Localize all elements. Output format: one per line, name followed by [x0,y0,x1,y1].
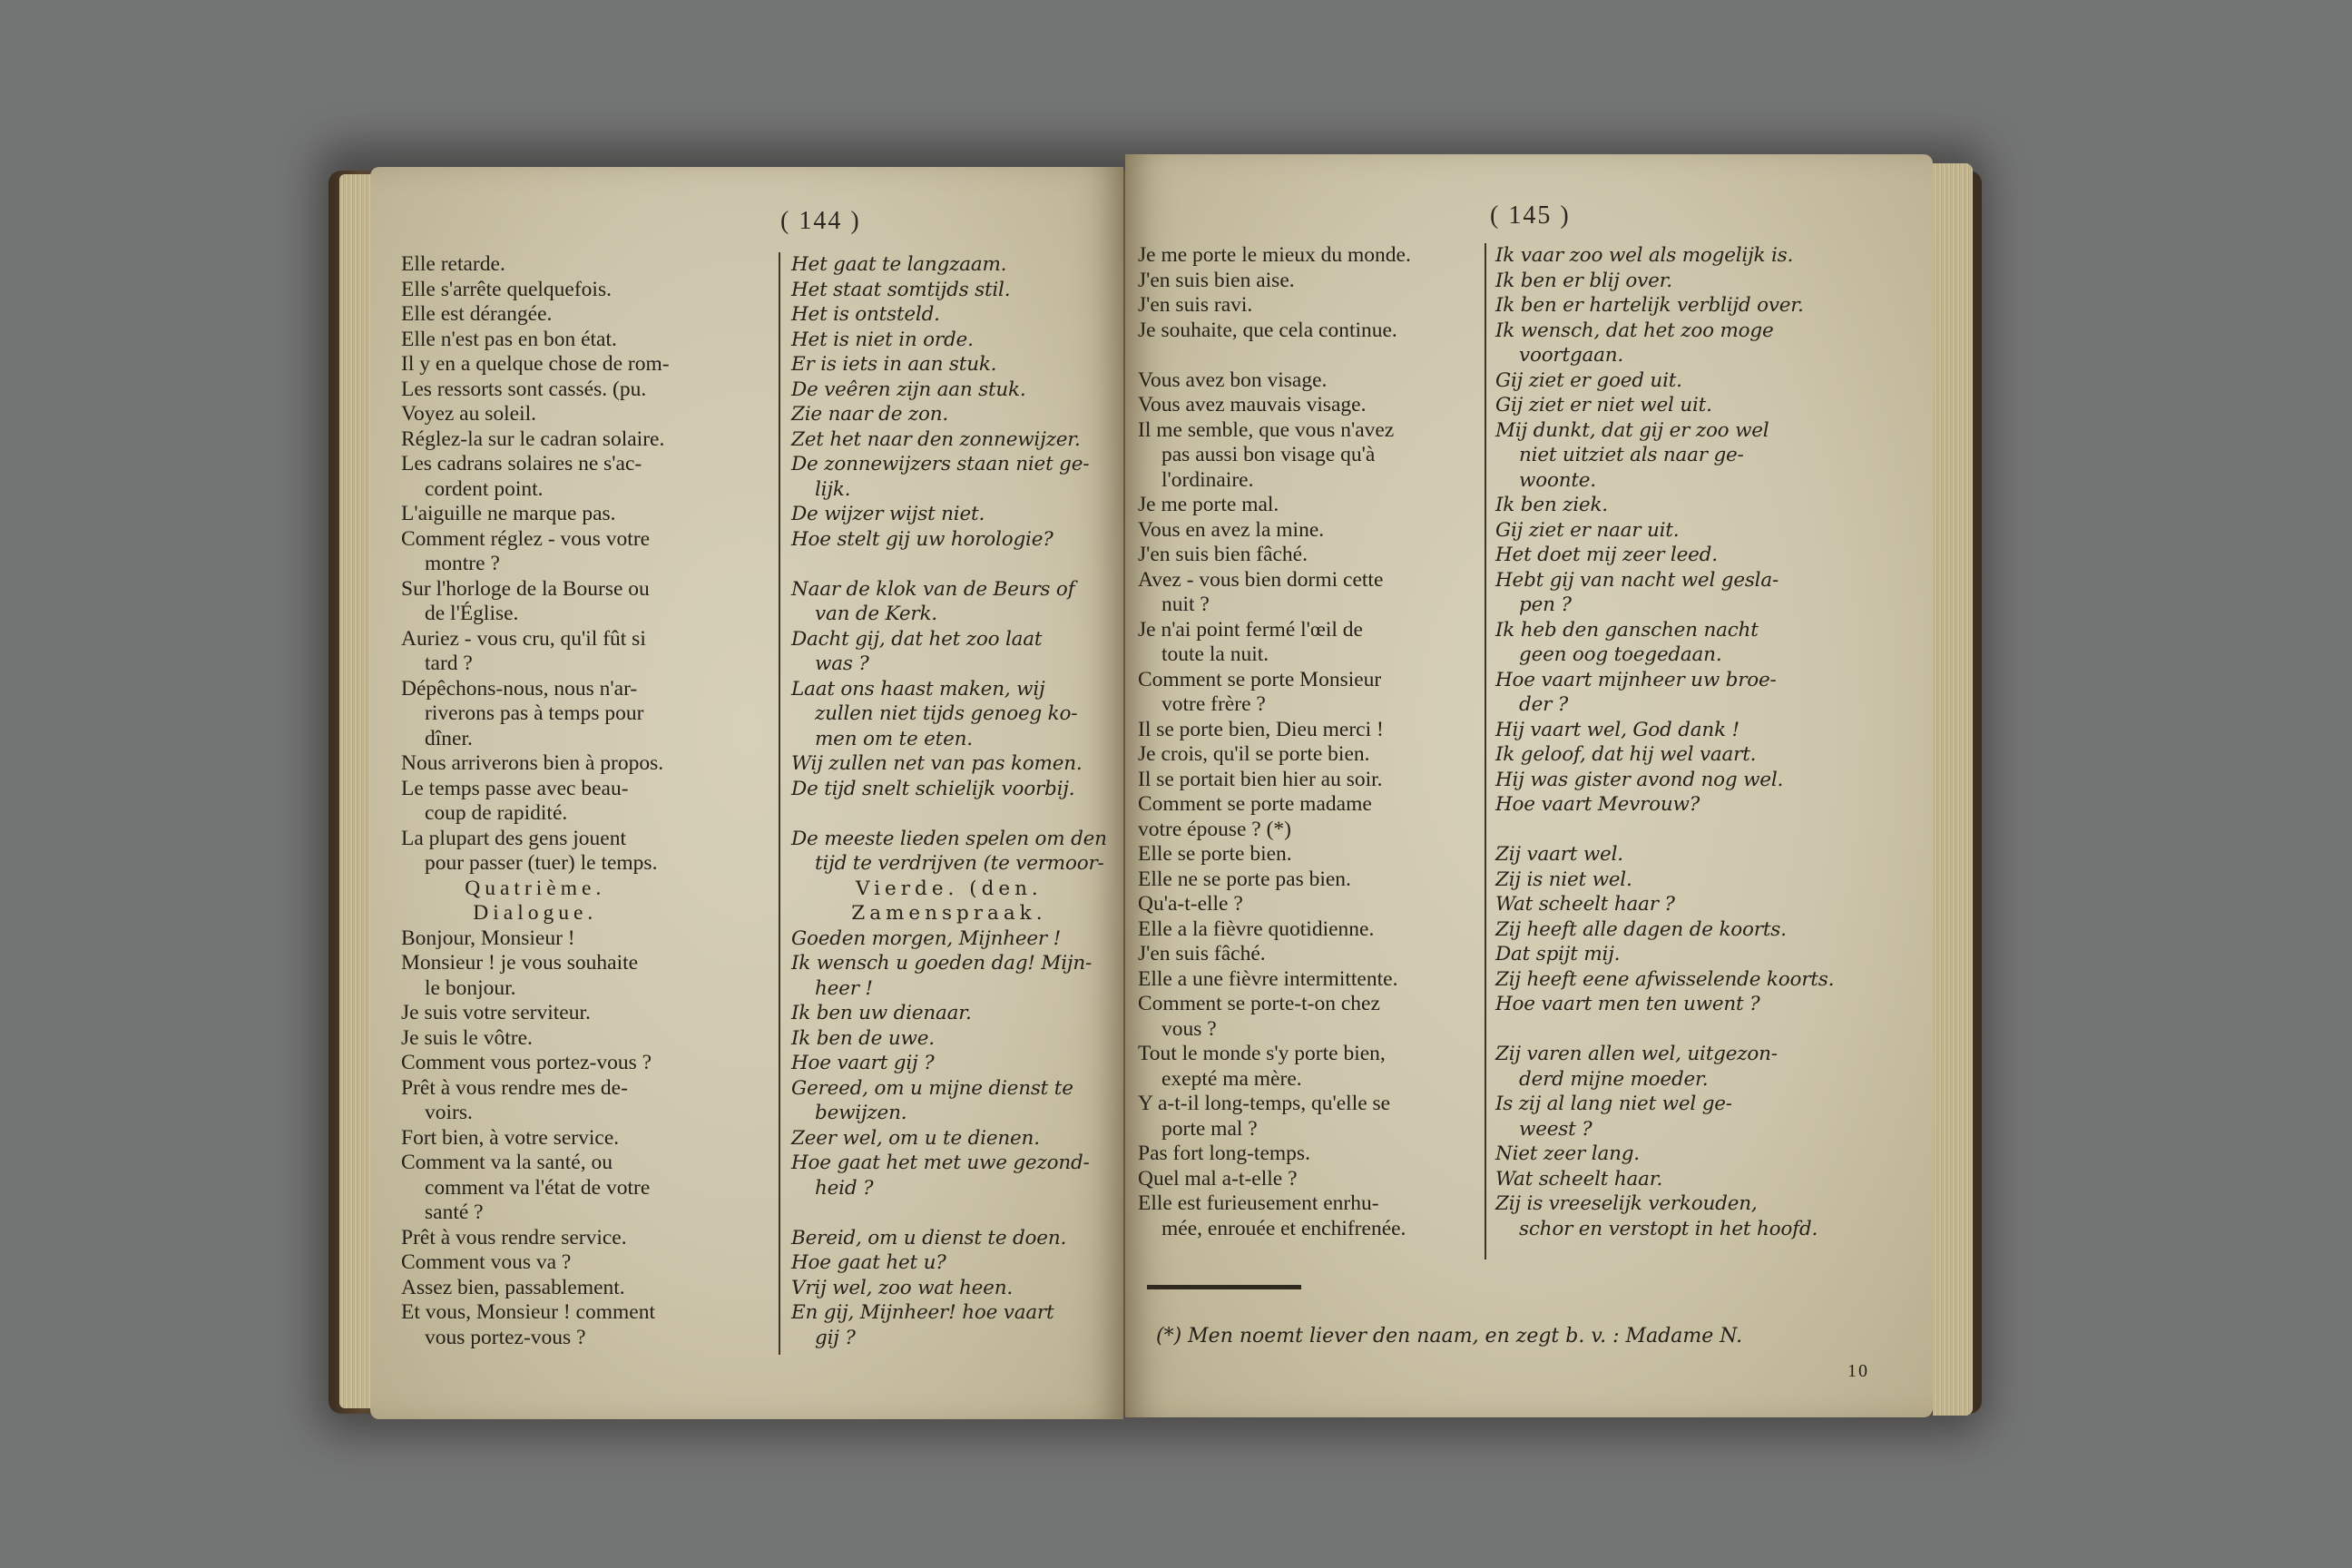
text-line: dîner. [425,726,473,750]
column-divider [779,252,780,1355]
text-line [791,552,1107,577]
text-line: Zij heeft alle dagen de koorts. [1495,917,1787,941]
text-line: Auriez - vous cru, qu'il fût si [401,626,646,651]
text-line: De zonnewijzers staan niet ge- [791,453,1090,475]
text-line: Vierde. (den. [856,877,1043,900]
text-line: Ik ben uw dienaar. [791,1002,972,1024]
text-line: Zij varen allen wel, uitgezon- [1495,1043,1778,1065]
french-column [1138,243,1411,1241]
text-line: Voyez au soleil. [401,402,537,426]
text-line: Le temps passe avec beau- [401,776,629,800]
text-line: Het doet mij zeer leed. [1495,544,1718,566]
text-line: Elle a une fièvre intermittente. [1138,966,1398,991]
text-line [791,801,1107,827]
text-line: Bonjour, Monsieur ! [401,926,575,950]
page-edges-right [1933,163,1973,1416]
text-line: Ik ben ziek. [1495,494,1608,516]
text-line: nuit ? [1161,593,1210,616]
text-line: Vrij wel, zoo wat heen. [791,1276,1013,1299]
text-line: Laat ons haast maken, wij [791,677,1045,701]
text-line: Elle ne se porte pas bien. [1138,867,1351,891]
text-line: tard ? [425,652,473,675]
text-line: Ik vaar zoo wel als mogelijk is. [1495,244,1794,267]
text-line: Comment va la santé, ou [401,1151,612,1174]
text-line: coup de rapidité. [425,801,568,825]
text-line: Ik ben er blij over. [1495,269,1672,292]
text-line: Bereid, om u dienst te doen. [791,1226,1067,1250]
text-line: exepté ma mère. [1161,1066,1302,1091]
text-line: Hebt gij van nacht wel gesla- [1495,568,1779,592]
text-line: Je suis votre serviteur. [401,1001,591,1024]
french-column [401,252,670,1350]
text-line: Je n'ai point fermé l'œil de [1138,617,1363,642]
text-line: heer ! [815,976,873,1000]
page-number: ( 144 ) [780,207,861,235]
text-line: Prêt à vous rendre mes de- [401,1075,628,1100]
text-line: Avez - vous bien dormi cette [1138,567,1384,592]
text-line: Vous avez bon visage. [1138,368,1328,392]
text-line: pas aussi bon visage qu'à [1161,443,1376,466]
text-line: Het is niet in orde. [791,328,974,351]
text-line: Ik geloof, dat hij wel vaart. [1495,743,1757,766]
text-line: Quel mal a-t-elle ? [1138,1166,1298,1191]
text-line: Assez bien, passablement. [401,1275,625,1299]
text-line: Dacht gij, dat het zoo laat [791,627,1043,651]
text-line: Zij is vreeselijk verkouden, [1495,1192,1758,1215]
text-line: toute la nuit. [1161,642,1269,666]
text-line: montre ? [425,552,500,575]
text-line: Et vous, Monsieur ! comment [401,1300,656,1324]
text-line [1495,1017,1834,1043]
dutch-column [1495,243,1834,1241]
text-line: schor en verstopt in het hoofd. [1519,1217,1818,1240]
text-line: Wat scheelt haar ? [1495,893,1675,916]
text-line: Comment vous va ? [401,1250,572,1274]
text-line: lijk. [815,477,851,501]
text-line: Hoe vaart gij ? [791,1052,935,1074]
right-page [1125,154,1933,1417]
text-line: Il y en a quelque chose de rom- [401,352,670,376]
text-line: Je me porte mal. [1138,493,1279,516]
text-line: Naar de klok van de Beurs of [791,577,1075,601]
text-line: gij ? [815,1326,856,1349]
text-line: Zamenspraak. [851,902,1047,925]
text-line: De veêren zijn aan stuk. [791,377,1026,401]
text-line: Elle se porte bien. [1138,842,1292,866]
text-line: Il se porte bien, Dieu merci ! [1138,717,1384,741]
text-line: was ? [815,652,869,675]
text-line: Nous arriverons bien à propos. [401,751,664,775]
text-line: tijd te verdrijven (te vermoor- [815,852,1104,875]
text-line: De meeste lieden spelen om den [791,827,1107,850]
text-line: Pas fort long-temps. [1138,1142,1310,1165]
left-page [370,167,1123,1419]
text-line: voortgaan. [1519,344,1624,367]
text-line: Elle a la fièvre quotidienne. [1138,916,1375,941]
text-line: Ik heb den ganschen nacht [1495,618,1759,642]
text-line: Elle est dérangée. [401,302,553,326]
text-line: Ik wensch u goeden dag! Mijn- [791,952,1093,975]
text-line: Zij heeft eene afwisselende koorts. [1495,967,1835,991]
text-line: Elle est furieusement enrhu- [1138,1191,1379,1215]
text-line: Qu'a-t-elle ? [1138,892,1243,916]
text-line: Er is iets in aan stuk. [791,353,997,376]
text-line: Il me semble, que vous n'avez [1138,417,1395,442]
text-line: pour passer (tuer) le temps. [425,851,658,875]
text-line: Je me porte le mieux du monde. [1138,243,1411,267]
text-line: l'ordinaire. [1161,467,1254,492]
text-line: Les ressorts sont cassés. (pu. [401,377,647,401]
text-line: bewijzen. [815,1102,907,1124]
text-line: Ik wensch, dat het zoo moge [1495,318,1774,342]
text-line: Goeden morgen, Mijnheer ! [791,926,1062,950]
text-line: Prêt à vous rendre service. [401,1225,627,1250]
text-line: Het is ontsteld. [791,303,940,326]
text-line [791,1200,1107,1226]
text-line: riverons pas à temps pour [425,701,644,725]
text-line: Il se portait bien hier au soir. [1138,767,1383,791]
text-line [1138,343,1411,368]
text-line: J'en suis fâché. [1138,942,1266,965]
text-line: Wat scheelt haar. [1495,1167,1663,1191]
text-line: Dat spijt mij. [1495,943,1621,965]
text-line: Comment vous portez-vous ? [401,1051,652,1074]
text-line: Hoe vaart men ten uwent ? [1495,993,1760,1015]
footnote: (*) Men noemt liever den naam, en zegt b. v. : Madame N. [1156,1325,1743,1348]
text-line: Zet het naar den zonnewijzer. [791,427,1081,451]
text-line: Zie naar de zon. [791,403,949,426]
text-line: voirs. [425,1101,473,1124]
text-line: Hoe gaat het u? [791,1251,946,1274]
footnote-rule [1147,1285,1301,1289]
text-line: Je souhaite, que cela continue. [1138,318,1397,342]
text-line: J'en suis ravi. [1138,293,1253,317]
dutch-column [791,252,1107,1350]
text-line: votre frère ? [1161,692,1266,716]
text-line: Elle s'arrête quelquefois. [401,277,612,301]
text-line: Vous avez mauvais visage. [1138,393,1367,416]
text-line: Hij vaart wel, God dank ! [1495,718,1740,741]
signature-mark: 10 [1847,1361,1869,1381]
text-line: comment va l'état de votre [425,1175,651,1200]
text-line: L'aiguille ne marque pas. [401,502,616,525]
text-line: Ik ben de uwe. [791,1026,935,1050]
page-edges-left [339,174,372,1408]
text-line: Hij was gister avond nog wel. [1495,768,1784,791]
open-book [328,154,1982,1423]
text-line: Y a-t-il long-temps, qu'elle se [1138,1092,1391,1115]
text-line: le bonjour. [425,975,516,1000]
text-line: santé ? [425,1200,484,1224]
text-line: J'en suis bien aise. [1138,268,1295,292]
text-line: pen ? [1519,593,1572,616]
text-line: Les cadrans solaires ne s'ac- [401,452,642,475]
text-line: Elle retarde. [401,252,505,276]
text-line: De tijd snelt schielijk voorbij. [791,777,1075,800]
text-line: Je suis le vôtre. [401,1025,533,1050]
text-line: Het staat somtijds stil. [791,278,1011,301]
text-line: geen oog toegedaan. [1519,643,1722,666]
text-line: Je crois, qu'il se porte bien. [1138,742,1370,766]
text-line: Tout le monde s'y porte bien, [1138,1042,1386,1065]
text-line: Gij ziet er naar uit. [1495,518,1680,542]
text-line: porte mal ? [1161,1116,1258,1141]
text-line: Niet zeer lang. [1495,1142,1640,1165]
text-line: Hoe vaart Mevrouw? [1495,793,1700,816]
text-line: J'en suis bien fâché. [1138,543,1308,566]
text-line: En gij, Mijnheer! hoe vaart [791,1301,1054,1324]
text-line: Gij ziet er niet wel uit. [1495,394,1712,416]
text-line: Sur l'horloge de la Bourse ou [401,576,650,601]
text-line: Vous en avez la mine. [1138,517,1325,542]
text-line: Het gaat te langzaam. [791,253,1007,276]
text-line: heid ? [815,1176,874,1200]
text-line: La plupart des gens jouent [401,826,626,850]
text-line: Is zij al lang niet wel ge- [1495,1093,1732,1115]
text-line: cordent point. [425,476,544,501]
text-line: Wij zullen net van pas komen. [791,752,1083,775]
text-line: niet uitziet als naar ge- [1519,444,1744,466]
text-line: Comment se porte Monsieur [1138,667,1382,691]
text-line: weest ? [1519,1117,1592,1141]
text-line: Comment se porte madame [1138,792,1372,816]
text-line: derd mijne moeder. [1519,1067,1709,1091]
text-line: De wijzer wijst niet. [791,503,985,525]
text-line: votre épouse ? (*) [1138,817,1291,841]
text-line: Réglez-la sur le cadran solaire. [401,426,665,451]
text-line: Zij vaart wel. [1495,843,1623,866]
text-line: woonte. [1519,468,1596,492]
text-line: men om te eten. [815,727,973,750]
text-line: Gij ziet er goed uit. [1495,368,1682,392]
text-line: Comment se porte-t-on chez [1138,992,1380,1015]
text-line: Hoe stelt gij uw horologie? [791,527,1054,551]
text-line: Gereed, om u mijne dienst te [791,1076,1073,1100]
text-line: vous ? [1161,1016,1217,1041]
text-line: van de Kerk. [815,603,937,625]
text-line: Mij dunkt, dat gij er zoo wel [1495,418,1769,442]
column-divider [1485,243,1486,1259]
text-line: Hoe gaat het met uwe gezond- [791,1152,1090,1174]
text-line: Dépêchons-nous, nous n'ar- [401,676,638,701]
text-line: Ik ben er hartelijk verblijd over. [1495,294,1804,317]
text-line: Dialogue. [473,901,598,925]
text-line: Zij is niet wel. [1495,867,1632,891]
text-line: Comment réglez - vous votre [401,526,651,551]
text-line [1495,818,1834,843]
text-line: Hoe vaart mijnheer uw broe- [1495,668,1777,691]
text-line: mée, enrouée et enchifrenée. [1161,1216,1406,1240]
text-line: Zeer wel, om u te dienen. [791,1126,1040,1150]
text-line: Fort bien, à votre service. [401,1125,620,1150]
text-line: Quatrième. [465,876,606,900]
text-line: Monsieur ! je vous souhaite [401,951,639,975]
text-line: vous portez-vous ? [425,1325,586,1349]
text-line: de l'Église. [425,602,519,625]
page-number: ( 145 ) [1490,201,1571,230]
text-line: der ? [1519,693,1569,716]
text-line: zullen niet tijds genoeg ko- [815,702,1078,725]
text-line: Elle n'est pas en bon état. [401,327,617,351]
